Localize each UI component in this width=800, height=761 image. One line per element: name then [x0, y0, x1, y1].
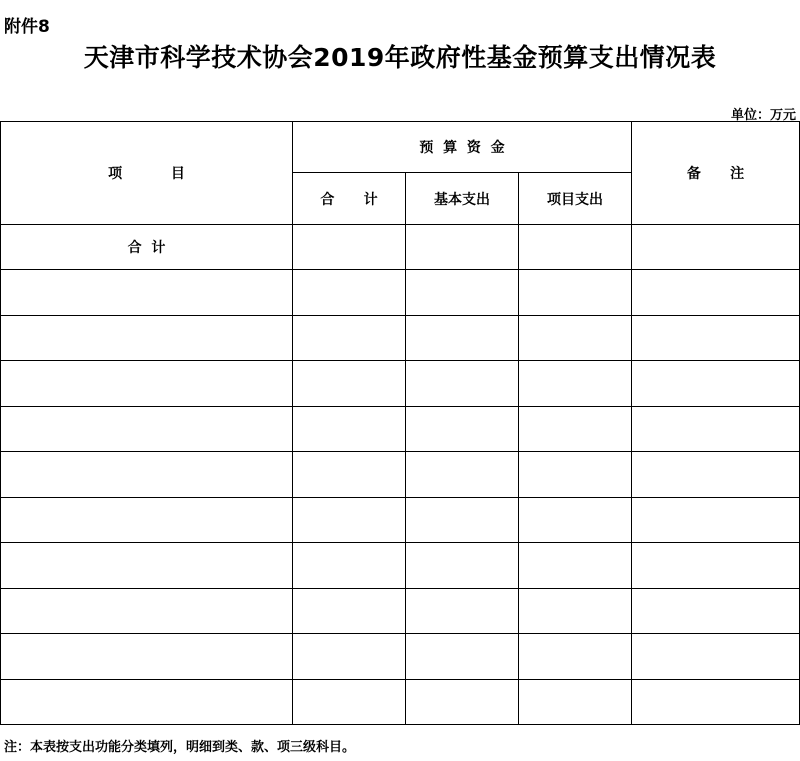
table-cell-subtotal[interactable] [293, 634, 406, 680]
header-remarks-label: 备 注 [686, 166, 745, 182]
total-remarks-cell[interactable] [632, 225, 800, 270]
table-cell-basic[interactable] [406, 361, 519, 407]
header-item [1, 122, 293, 225]
table-cell-subtotal[interactable] [293, 679, 406, 725]
table-cell-project[interactable] [519, 588, 632, 634]
table-cell-subtotal[interactable] [293, 588, 406, 634]
table-row [1, 634, 800, 680]
budget-table [0, 121, 800, 725]
table-row [1, 588, 800, 634]
table-cell-project[interactable] [519, 270, 632, 316]
header-basic-expense [406, 173, 519, 225]
table-cell-remarks[interactable] [632, 315, 800, 361]
table-cell-project[interactable] [519, 406, 632, 452]
table-cell-project[interactable] [519, 361, 632, 407]
table-cell-remarks[interactable] [632, 361, 800, 407]
header-subtotal-label: 合 计 [320, 191, 378, 208]
table-cell-basic[interactable] [406, 270, 519, 316]
table-cell-project[interactable] [519, 452, 632, 498]
table-cell-subtotal[interactable] [293, 315, 406, 361]
table-cell-item[interactable] [1, 406, 293, 452]
table-cell-project[interactable] [519, 497, 632, 543]
table-cell-subtotal[interactable] [293, 270, 406, 316]
table-cell-remarks[interactable] [632, 588, 800, 634]
table-cell-basic[interactable] [406, 634, 519, 680]
table-cell-item[interactable] [1, 497, 293, 543]
table-cell-item[interactable] [1, 452, 293, 498]
table-row [1, 406, 800, 452]
header-item-label: 项 目 [108, 166, 185, 182]
table-cell-basic[interactable] [406, 452, 519, 498]
table-body [1, 270, 800, 725]
total-basic-cell[interactable] [406, 225, 519, 270]
total-project-cell[interactable] [519, 225, 632, 270]
table-cell-basic[interactable] [406, 406, 519, 452]
table-cell-subtotal[interactable] [293, 406, 406, 452]
table-cell-item[interactable] [1, 634, 293, 680]
table-cell-subtotal[interactable] [293, 543, 406, 589]
table-cell-item[interactable] [1, 270, 293, 316]
table-cell-remarks[interactable] [632, 406, 800, 452]
header-remarks [632, 122, 800, 225]
table-cell-item[interactable] [1, 543, 293, 589]
total-row-label-cell [1, 225, 293, 270]
header-budget-funds [293, 122, 632, 173]
table-cell-remarks[interactable] [632, 497, 800, 543]
table-cell-item[interactable] [1, 361, 293, 407]
table-row [1, 543, 800, 589]
unit-label: 单位：万元 [730, 108, 796, 123]
table-cell-subtotal[interactable] [293, 497, 406, 543]
header-project-expense-label: 项目支出 [547, 191, 603, 208]
table-cell-basic[interactable] [406, 315, 519, 361]
total-subtotal-cell[interactable] [293, 225, 406, 270]
table-cell-remarks[interactable] [632, 543, 800, 589]
header-subtotal [293, 173, 406, 225]
table-header-row [1, 122, 800, 173]
table-cell-remarks[interactable] [632, 270, 800, 316]
attachment-label: 附件8 [4, 17, 50, 37]
header-project-expense [519, 173, 632, 225]
footnote: 注：本表按支出功能分类填列，明细到类、款、项三级科目。 [4, 740, 356, 755]
table-cell-item[interactable] [1, 315, 293, 361]
table-row [1, 361, 800, 407]
table-cell-project[interactable] [519, 543, 632, 589]
table-cell-remarks[interactable] [632, 452, 800, 498]
page-title: 天津市科学技术协会2019年政府性基金预算支出情况表 [83, 43, 717, 72]
table-cell-item[interactable] [1, 679, 293, 725]
table-cell-project[interactable] [519, 634, 632, 680]
table-cell-project[interactable] [519, 315, 632, 361]
table-cell-subtotal[interactable] [293, 361, 406, 407]
table-row [1, 452, 800, 498]
table-row [1, 679, 800, 725]
table-row [1, 497, 800, 543]
table-cell-project[interactable] [519, 679, 632, 725]
table-cell-subtotal[interactable] [293, 452, 406, 498]
table-row [1, 315, 800, 361]
table-cell-item[interactable] [1, 588, 293, 634]
table-row [1, 270, 800, 316]
table-cell-basic[interactable] [406, 588, 519, 634]
table-cell-remarks[interactable] [632, 634, 800, 680]
header-basic-expense-label: 基本支出 [434, 191, 490, 208]
table-cell-basic[interactable] [406, 543, 519, 589]
table-cell-basic[interactable] [406, 497, 519, 543]
table-cell-basic[interactable] [406, 679, 519, 725]
total-row-label: 合 计 [127, 240, 166, 256]
header-budget-funds-label: 预 算 资 金 [419, 140, 505, 156]
table-cell-remarks[interactable] [632, 679, 800, 725]
total-row [1, 225, 800, 270]
